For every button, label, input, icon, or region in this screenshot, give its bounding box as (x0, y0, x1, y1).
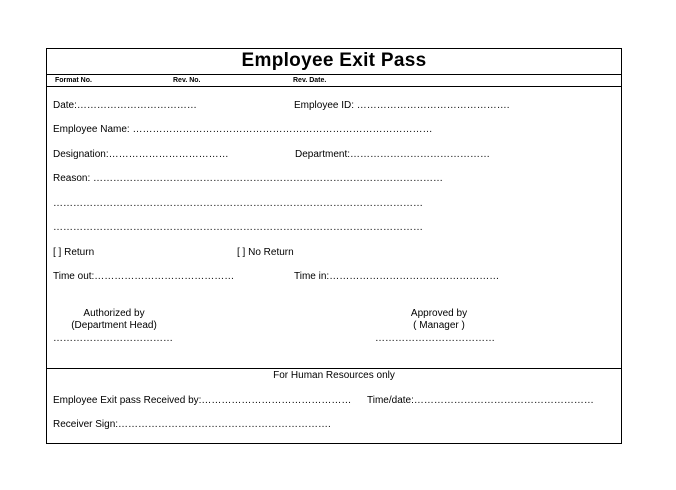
form-title: Employee Exit Pass (241, 50, 427, 71)
department-field[interactable]: Department:…………………………………… (295, 149, 491, 160)
reason-field[interactable]: Reason: …………………………………………………………………………………………… (53, 173, 444, 184)
received-by-field[interactable]: Employee Exit pass Received by:……………………………………… (53, 395, 352, 406)
rev-date-label: Rev. Date. (293, 77, 327, 84)
exit-pass-form (46, 48, 622, 444)
title-divider (47, 74, 621, 75)
manager-label: ( Manager ) (413, 320, 465, 331)
hr-section-heading: For Human Resources only (273, 370, 395, 381)
authorized-by-label: Authorized by (83, 308, 145, 319)
time-date-field[interactable]: Time/date:……………………………………………… (367, 395, 594, 406)
return-checkbox[interactable]: [ ] Return (53, 247, 95, 258)
time-in-field[interactable]: Time in:…………………………………………… (294, 271, 500, 282)
meta-divider (47, 86, 621, 87)
format-no-label: Format No. (55, 77, 92, 84)
rev-no-label: Rev. No. (173, 77, 201, 84)
department-head-label: (Department Head) (71, 320, 157, 331)
receiver-sign-field[interactable]: Receiver Sign:………………………………………………………. (53, 419, 331, 430)
reason-line-2[interactable]: ………………………………………………………………………………………………… (53, 198, 423, 209)
reason-line-3[interactable]: ………………………………………………………………………………………………… (53, 222, 423, 233)
hr-divider (47, 368, 621, 369)
date-field[interactable]: Date:……………………………… (53, 100, 197, 111)
employee-name-field[interactable]: Employee Name: ……………………………………………………………………………… (53, 124, 433, 135)
time-out-field[interactable]: Time out:…………………………………… (53, 271, 235, 282)
authorized-signature-line[interactable]: ……………………………… (53, 333, 173, 344)
approved-by-label: Approved by (410, 308, 468, 319)
no-return-checkbox[interactable]: [ ] No Return (237, 247, 294, 258)
designation-field[interactable]: Designation:……………………………… (53, 149, 229, 160)
approved-signature-line[interactable]: ……………………………… (375, 333, 495, 344)
employee-id-field[interactable]: Employee ID: ………………………………………. (294, 100, 510, 111)
